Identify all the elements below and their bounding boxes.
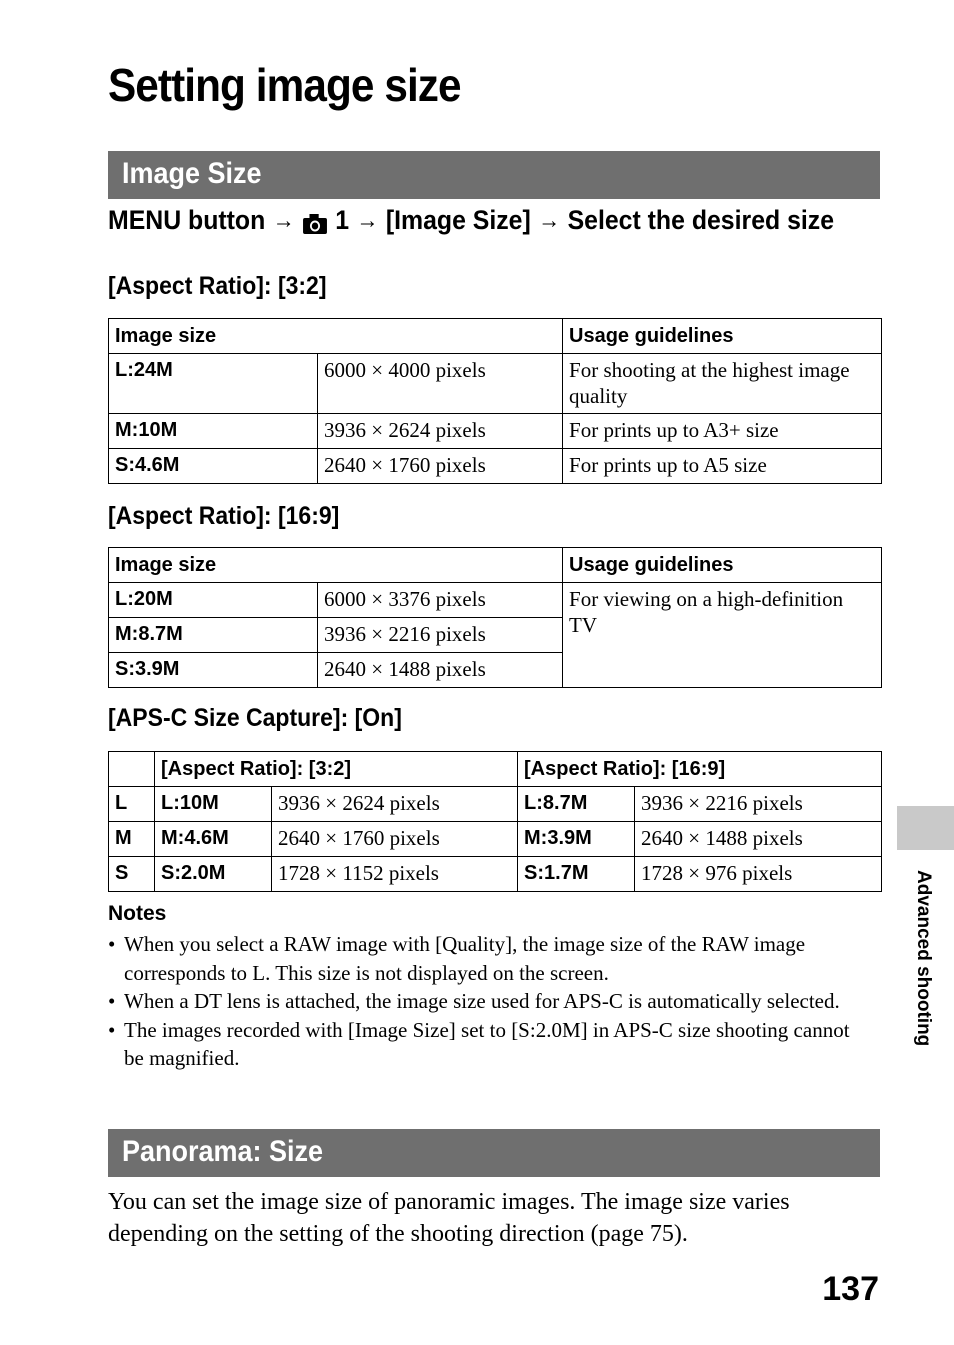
arrow-icon: →	[538, 206, 561, 234]
notes-list	[108, 930, 868, 1073]
size-pixels: 3936 × 2624 pixels	[272, 787, 518, 822]
arrow-icon: →	[356, 206, 379, 234]
table-aspect-16-9	[108, 547, 882, 688]
size-key: S:1.7M	[518, 857, 635, 892]
note-item: • When you select a RAW image with [Quality], the image size of the RAW image corresponds to L. This size is not displayed on the screen.	[108, 930, 868, 987]
size-key: M:8.7M	[109, 618, 318, 653]
col-header-aspect-16-9: [Aspect Ratio]: [16:9]	[518, 752, 882, 787]
size-key: L:8.7M	[518, 787, 635, 822]
table-row	[109, 787, 882, 822]
size-pixels: 3936 × 2216 pixels	[318, 618, 563, 653]
size-key: L:20M	[109, 583, 318, 618]
section-header-panorama: Panorama: Size	[108, 1129, 880, 1177]
col-header-usage: Usage guidelines	[563, 319, 882, 354]
menu-path	[108, 205, 834, 236]
side-tab	[897, 806, 954, 850]
size-key: M:4.6M	[155, 822, 272, 857]
col-header-image-size: Image size	[109, 548, 563, 583]
col-header-blank	[109, 752, 155, 787]
size-usage: For viewing on a high-definition TV	[563, 583, 882, 688]
size-key: S:3.9M	[109, 653, 318, 688]
size-key: M:3.9M	[518, 822, 635, 857]
size-usage: For prints up to A3+ size	[563, 414, 882, 449]
size-pixels: 1728 × 976 pixels	[635, 857, 882, 892]
size-pixels: 3936 × 2216 pixels	[635, 787, 882, 822]
size-pixels: 2640 × 1760 pixels	[318, 449, 563, 484]
section-header-image-size: Image Size	[108, 151, 880, 199]
size-usage: For prints up to A5 size	[563, 449, 882, 484]
size-key: M:10M	[109, 414, 318, 449]
menu-action: Select the desired size	[567, 205, 835, 235]
camera-icon	[302, 211, 328, 231]
size-letter: L	[109, 787, 155, 822]
panorama-description: You can set the image size of panoramic images. The image size varies depending on the setting of the shooting direction (page 75).	[108, 1189, 790, 1247]
size-key: L:24M	[109, 354, 318, 414]
table-row	[109, 449, 882, 484]
size-letter: M	[109, 822, 155, 857]
menu-tab-number: 1	[335, 205, 350, 235]
size-pixels: 2640 × 1488 pixels	[635, 822, 882, 857]
page-title: Setting image size	[108, 59, 461, 111]
heading-apsc: [APS-C Size Capture]: [On]	[108, 704, 402, 732]
table-row	[109, 414, 882, 449]
table-aspect-3-2	[108, 318, 882, 484]
table-row	[109, 857, 882, 892]
table-row	[109, 354, 882, 414]
size-pixels: 2640 × 1760 pixels	[272, 822, 518, 857]
menu-item-image-size: [Image Size]	[385, 205, 531, 235]
table-row	[109, 583, 882, 618]
size-key: S:4.6M	[109, 449, 318, 484]
side-label: Advanced shooting	[913, 870, 934, 1047]
col-header-aspect-3-2: [Aspect Ratio]: [3:2]	[155, 752, 518, 787]
size-usage: For shooting at the highest image quality	[563, 354, 882, 414]
size-pixels: 6000 × 3376 pixels	[318, 583, 563, 618]
menu-button-label: MENU button	[108, 205, 266, 235]
size-key: S:2.0M	[155, 857, 272, 892]
size-pixels: 2640 × 1488 pixels	[318, 653, 563, 688]
size-letter: S	[109, 857, 155, 892]
size-pixels: 1728 × 1152 pixels	[272, 857, 518, 892]
note-item: • When a DT lens is attached, the image size used for APS-C is automatically selected.	[108, 987, 868, 1016]
heading-aspect-3-2: [Aspect Ratio]: [3:2]	[108, 272, 327, 300]
note-item: • The images recorded with [Image Size] set to [S:2.0M] in APS-C size shooting cannot be magnified.	[108, 1016, 868, 1073]
table-row	[109, 822, 882, 857]
heading-aspect-16-9: [Aspect Ratio]: [16:9]	[108, 502, 340, 530]
col-header-image-size: Image size	[109, 319, 563, 354]
page-number: 137	[822, 1270, 879, 1308]
arrow-icon: →	[272, 206, 295, 234]
col-header-usage: Usage guidelines	[563, 548, 882, 583]
notes-title: Notes	[108, 902, 167, 925]
size-pixels: 6000 × 4000 pixels	[318, 354, 563, 414]
size-key: L:10M	[155, 787, 272, 822]
table-apsc	[108, 751, 882, 892]
size-pixels: 3936 × 2624 pixels	[318, 414, 563, 449]
